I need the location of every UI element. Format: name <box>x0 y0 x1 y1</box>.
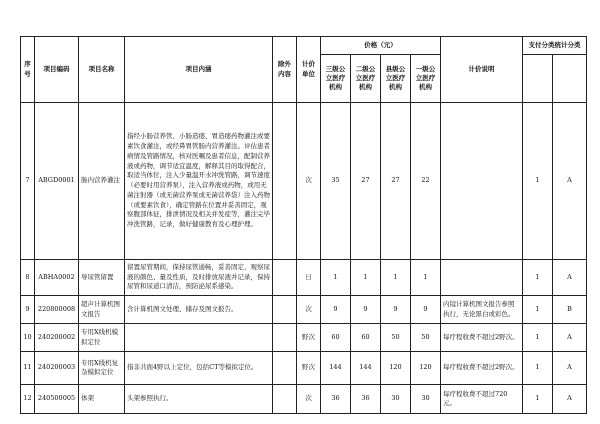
cell-name: 专用X线机复杂模拟定位 <box>79 352 125 385</box>
cell-price-tier2: 144 <box>351 352 381 385</box>
header-name: 项目名称 <box>79 37 125 103</box>
cell-name: 体架 <box>79 385 125 414</box>
cell-pay2: A <box>553 385 587 414</box>
cell-price-tier1: 120 <box>411 352 441 385</box>
cell-price-county: 120 <box>381 352 411 385</box>
cell-code: 240500005 <box>35 385 79 414</box>
header-price-tier3: 三级公立医疗机构 <box>321 55 351 103</box>
table-row <box>21 296 587 324</box>
cell-pay2: A <box>553 324 587 352</box>
cell-unit: 次 <box>297 103 321 260</box>
header-row-group <box>21 37 587 55</box>
header-content: 项目内涵 <box>125 37 273 103</box>
cell-content <box>125 324 273 352</box>
cell-price-tier3: 9 <box>321 296 351 324</box>
cell-name: 导尿管留置 <box>79 260 125 296</box>
cell-excluded <box>273 260 297 296</box>
cell-pay2: A <box>553 352 587 385</box>
cell-pay1: 1 <box>523 385 553 414</box>
cell-pay2: A <box>553 260 587 296</box>
cell-content: 含计算机图文处理、储存及图文报告。 <box>125 296 273 324</box>
cell-excluded <box>273 103 297 260</box>
cell-content: 留置尿管期间，保持尿管通畅，妥善固定，观察尿液的颜色、量及性质，及时排放尿液并记录，保持尿管和尿道口清洁，预防泌尿系感染。 <box>125 260 273 296</box>
cell-price-county: 30 <box>381 385 411 414</box>
cell-code: 240200002 <box>35 324 79 352</box>
cell-note: 每疗程收费不超过2野次。 <box>441 324 523 352</box>
cell-unit: 次 <box>297 385 321 414</box>
cell-price-tier2: 36 <box>351 385 381 414</box>
cell-unit: 野次 <box>297 352 321 385</box>
cell-price-tier3: 60 <box>321 324 351 352</box>
cell-pay2: B <box>553 296 587 324</box>
table-row <box>21 260 587 296</box>
header-pay-col2 <box>553 55 587 103</box>
cell-seq: 8 <box>21 260 35 296</box>
header-note: 计价说明 <box>441 37 523 103</box>
cell-price-tier1: 22 <box>411 103 441 260</box>
cell-note: 内镜计算机图文报告参照执行，无论黑白或彩色。 <box>441 296 523 324</box>
cell-price-tier3: 144 <box>321 352 351 385</box>
cell-price-tier1: 30 <box>411 385 441 414</box>
cell-unit: 次 <box>297 296 321 324</box>
cell-price-tier3: 1 <box>321 260 351 296</box>
header-price-group: 价格（元） <box>321 37 441 55</box>
header-code: 项目编码 <box>35 37 79 103</box>
cell-code: ABGD0001 <box>35 103 79 260</box>
cell-excluded <box>273 385 297 414</box>
header-price-county: 县级公立医疗机构 <box>381 55 411 103</box>
cell-name: 专用X线机模拟定位 <box>79 324 125 352</box>
cell-note <box>441 260 523 296</box>
header-pay-col1 <box>523 55 553 103</box>
cell-name: 肠内营养灌注 <box>79 103 125 260</box>
cell-content: 指经小肠营养管、小肠造瘘、胃造瘘药物灌注或要素饮食灌注，或经鼻胃管肠内营养灌注。评估患者病情及管路情况，核对医嘱及患者信息，配制营养液或药物，调节适宜温度，解释其目的取得配合，取适当体位，注入少量温开水冲洗管路，调节速度（必要时用营养泵），注入营养液或药物，或用无菌注射器（或无菌营养泵或无菌营养袋）注入药物（或要素饮食），确定管路在位置并妥善固定，观察腹部体征，排泄情况及相关并发症等，灌注完毕冲洗管路，记录，做好健康教育及心理护理。 <box>125 103 273 260</box>
cell-price-county: 1 <box>381 260 411 296</box>
cell-unit: 野次 <box>297 324 321 352</box>
header-seq: 序号 <box>21 37 35 103</box>
cell-excluded <box>273 352 297 385</box>
cell-price-tier1: 50 <box>411 324 441 352</box>
cell-seq: 12 <box>21 385 35 414</box>
cell-code: 240200003 <box>35 352 79 385</box>
cell-price-tier2: 1 <box>351 260 381 296</box>
cell-price-tier1: 1 <box>411 260 441 296</box>
cell-name: 超声计算机图文报告 <box>79 296 125 324</box>
table-row <box>21 385 587 414</box>
cell-price-tier3: 35 <box>321 103 351 260</box>
header-unit: 计价单位 <box>297 37 321 103</box>
cell-price-county: 9 <box>381 296 411 324</box>
cell-note <box>441 103 523 260</box>
header-excluded: 除外内容 <box>273 37 297 103</box>
cell-pay1: 1 <box>523 324 553 352</box>
cell-price-tier2: 60 <box>351 324 381 352</box>
header-pay-group: 支付分类统计分类 <box>523 37 587 55</box>
cell-pay1: 1 <box>523 352 553 385</box>
cell-price-tier3: 36 <box>321 385 351 414</box>
cell-code: ABHA0002 <box>35 260 79 296</box>
cell-note: 每疗程收费不超过2野次。 <box>441 352 523 385</box>
header-price-tier2: 二级公立医疗机构 <box>351 55 381 103</box>
header-price-tier1: 一级公立医疗机构 <box>411 55 441 103</box>
cell-pay1: 1 <box>523 103 553 260</box>
table-row <box>21 324 587 352</box>
cell-seq: 9 <box>21 296 35 324</box>
table-row <box>21 103 587 260</box>
cell-seq: 10 <box>21 324 35 352</box>
cell-price-tier1: 9 <box>411 296 441 324</box>
cell-code: 220800008 <box>35 296 79 324</box>
cell-content: 头架参照执行。 <box>125 385 273 414</box>
cell-price-county: 27 <box>381 103 411 260</box>
fee-schedule-table <box>20 36 587 414</box>
cell-excluded <box>273 296 297 324</box>
cell-price-tier2: 27 <box>351 103 381 260</box>
cell-content: 指非共面4野以上定位，包括CT等模拟定位。 <box>125 352 273 385</box>
cell-pay1: 1 <box>523 260 553 296</box>
cell-pay2: A <box>553 103 587 260</box>
cell-price-county: 50 <box>381 324 411 352</box>
cell-unit: 日 <box>297 260 321 296</box>
cell-seq: 7 <box>21 103 35 260</box>
cell-excluded <box>273 324 297 352</box>
cell-pay1: 1 <box>523 296 553 324</box>
cell-note: 每疗程收费不超过720元。 <box>441 385 523 414</box>
cell-price-tier2: 9 <box>351 296 381 324</box>
table-row <box>21 352 587 385</box>
cell-seq: 11 <box>21 352 35 385</box>
